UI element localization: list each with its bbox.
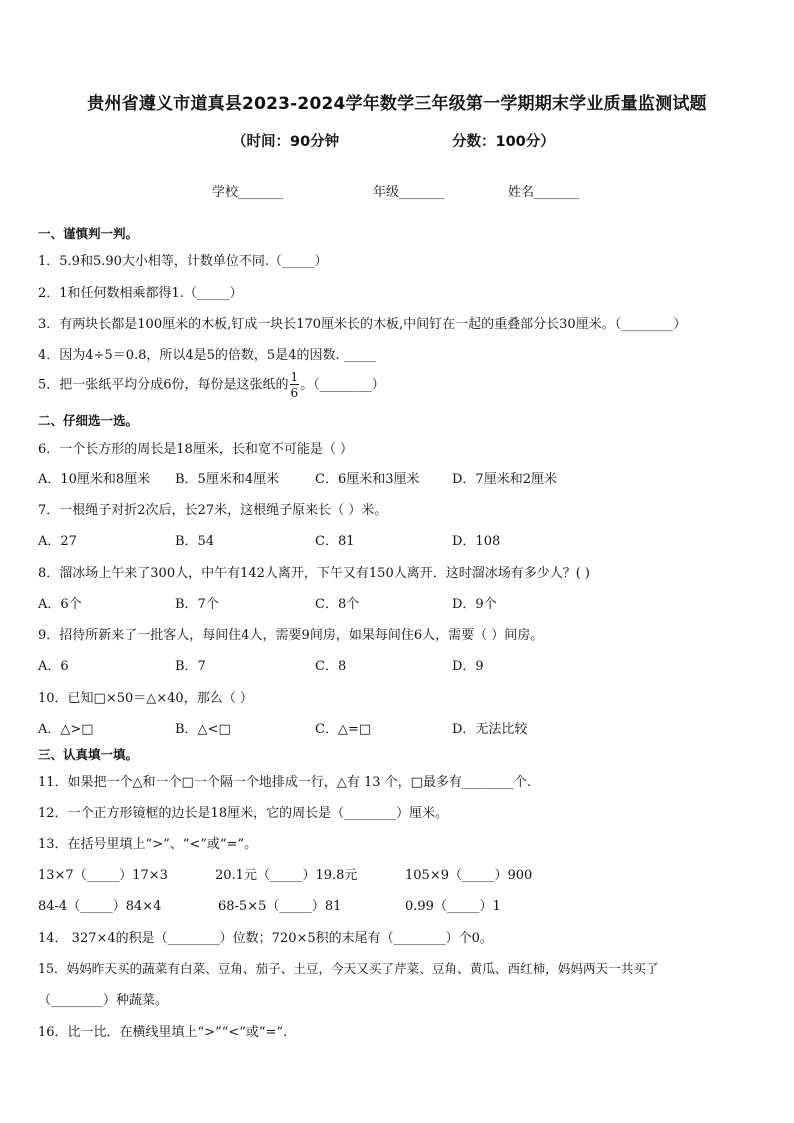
q13-item-4: 84-4（_____）84×4 xyxy=(38,899,162,914)
q13-item-3: 105×9（_____）900 xyxy=(405,868,533,883)
q10-option-c: C．△=□ xyxy=(315,722,372,737)
q9-option-c: C．8 xyxy=(315,659,347,674)
grade-field: 年级_______ xyxy=(373,185,445,200)
q13-item-2: 20.1元（_____）19.8元 xyxy=(215,868,358,883)
question-6: 6．一个长方形的周长是18厘米，长和宽不可能是（ ） xyxy=(38,442,353,457)
q6-option-b: B．5厘米和4厘米 xyxy=(175,472,280,487)
question-12: 12．一个正方形镜框的边长是18厘米，它的周长是（________）厘米。 xyxy=(38,806,449,821)
q8-option-d: D．9个 xyxy=(452,597,497,612)
q8-option-a: A．6个 xyxy=(38,597,82,612)
q7-option-d: D．108 xyxy=(452,534,501,549)
question-4: 4．因为4÷5＝0.8，所以4是5的倍数，5是4的因数. _____ xyxy=(38,348,377,363)
question-15-continued: （________）种蔬菜。 xyxy=(38,993,169,1008)
question-5 xyxy=(38,371,385,399)
q6-option-c: C．6厘米和3厘米 xyxy=(315,472,420,487)
q7-option-a: A．27 xyxy=(38,534,77,549)
q13-item-6: 0.99（_____）1 xyxy=(405,899,501,914)
question-3: 3．有两块长都是100厘米的木板,钉成一块长170厘米长的木板,中间钉在一起的重叠部分长30厘米。（________） xyxy=(38,317,687,332)
page-title: 贵州省遵义市道真县2023-2024学年数学三年级第一学期期末学业质量监测试题 xyxy=(87,94,707,114)
q10-option-a: A．△>□ xyxy=(38,722,94,737)
q6-option-a: A．10厘米和8厘米 xyxy=(38,472,151,487)
q10-option-d: D．无法比较 xyxy=(452,722,528,737)
q8-option-b: B．7个 xyxy=(175,597,219,612)
section-heading-2: 二、仔细选一选。 xyxy=(38,413,139,428)
question-5-blank: 。（________） xyxy=(300,377,385,393)
question-7: 7．一根绳子对折2次后，长27米，这根绳子原来长（ ）米。 xyxy=(38,503,388,518)
section-heading-1: 一、谨慎判一判。 xyxy=(38,226,139,241)
school-field: 学校_______ xyxy=(212,185,284,200)
q9-option-b: B．7 xyxy=(175,659,206,674)
q8-option-c: C．8个 xyxy=(315,597,360,612)
exam-score: 分数：100分） xyxy=(452,134,555,150)
question-5-text: 5．把一张纸平均分成6份，每份是这张纸的 xyxy=(38,377,289,393)
question-13: 13．在括号里填上“>”、“<”或“=”。 xyxy=(38,837,258,852)
question-14: 14． 327×4的积是（________）位数；720×5积的末尾有（________）个0。 xyxy=(38,931,493,946)
fraction-numerator: 1 xyxy=(290,370,299,384)
question-8: 8．溜冰场上午来了300人，中午有142人离开，下午又有150人离开．这时溜冰场有多少人？( ) xyxy=(38,566,590,581)
question-9: 9．招待所新来了一批客人，每间住4人，需要9间房，如果每间住6人，需要（ ）间房。 xyxy=(38,628,544,643)
q7-option-b: B．54 xyxy=(175,534,215,549)
q13-item-5: 68-5×5（_____）81 xyxy=(218,899,342,914)
section-heading-3: 三、认真填一填。 xyxy=(38,747,139,762)
q6-option-d: D．7厘米和2厘米 xyxy=(452,472,557,487)
q13-item-1: 13×7（_____）17×3 xyxy=(38,868,168,883)
q9-option-a: A．6 xyxy=(38,659,69,674)
question-10: 10．已知□×50＝△×40，那么（ ） xyxy=(38,691,253,706)
question-15: 15．妈妈昨天买的蔬菜有白菜、豆角、茄子、土豆，今天又买了芹菜、豆角、黄瓜、西红柿，妈妈两天一共买了 xyxy=(38,961,659,976)
question-1: 1．5.9和5.90大小相等，计数单位不同.（_____） xyxy=(38,254,328,269)
question-11: 11．如果把一个△和一个□一个隔一个地排成一行，△有 13 个，□最多有________个. xyxy=(38,775,532,790)
exam-time: （时间：90分钟 xyxy=(232,134,340,150)
fraction-one-sixth xyxy=(290,371,300,399)
question-2: 2．1和任何数相乘都得1.（_____） xyxy=(38,286,243,301)
q10-option-b: B．△<□ xyxy=(175,722,231,737)
question-16: 16．比一比．在横线里填上“>”“<”或“=”. xyxy=(38,1025,288,1040)
name-field: 姓名_______ xyxy=(508,185,580,200)
q7-option-c: C．81 xyxy=(315,534,355,549)
q9-option-d: D．9 xyxy=(452,659,484,674)
fraction-denominator: 6 xyxy=(290,386,299,400)
